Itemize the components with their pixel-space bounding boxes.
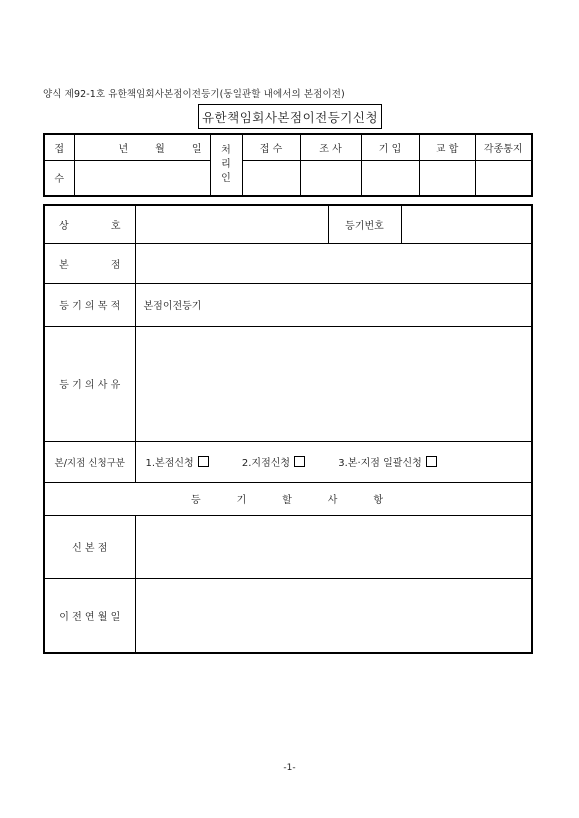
- option-head-office[interactable]: 1.본점신청: [146, 454, 209, 469]
- receipt-date-field[interactable]: [74, 160, 210, 196]
- new-head-office-field[interactable]: [135, 515, 532, 578]
- type-options: [135, 441, 532, 482]
- entry-label: 기 입: [361, 134, 419, 160]
- receipt-date-label: [74, 134, 210, 160]
- trade-name-field[interactable]: [135, 205, 328, 243]
- form-title: 유한책임회사본점이전등기신청: [198, 104, 382, 129]
- reg-number-label: 등기번호: [328, 205, 401, 243]
- option-branch[interactable]: 2.지점신청: [242, 454, 305, 469]
- notices-label: 각종통지: [475, 134, 532, 160]
- form-caption: 양식 제92-1호 유한책임회사본점이전등기(동일관할 내에서의 본점이전): [43, 89, 345, 100]
- trade-name-label: 상 호: [44, 205, 135, 243]
- year-label: 년: [118, 143, 129, 155]
- new-head-office-label: 신 본 점: [44, 515, 135, 578]
- month-label: 월: [155, 143, 165, 155]
- processor-label: 처 리 인: [210, 134, 242, 196]
- section-header: 등 기 할 사 항: [44, 482, 532, 515]
- head-office-label: 본 점: [44, 243, 135, 283]
- receipt-label: 접 수: [242, 134, 300, 160]
- entry-field[interactable]: [361, 160, 419, 196]
- reason-label: 등 기 의 사 유: [44, 326, 135, 441]
- verify-field[interactable]: [419, 160, 475, 196]
- move-date-label: 이 전 연 월 일: [44, 578, 135, 653]
- checkbox-head-office[interactable]: [198, 456, 209, 467]
- application-table: [43, 204, 533, 654]
- receipt-su-label: 수: [44, 160, 74, 196]
- type-label: 본/지점 신청구분: [44, 441, 135, 482]
- option-bulk[interactable]: 3.본·지점 일괄신청: [338, 454, 437, 469]
- head-office-field[interactable]: [135, 243, 532, 283]
- receipt-table: [43, 133, 533, 197]
- reg-number-field[interactable]: [401, 205, 532, 243]
- verify-label: 교 합: [419, 134, 475, 160]
- review-label: 조 사: [300, 134, 361, 160]
- reason-field[interactable]: [135, 326, 532, 441]
- day-label: 일: [191, 143, 202, 155]
- purpose-label: 등 기 의 목 적: [44, 283, 135, 326]
- checkbox-branch[interactable]: [294, 456, 305, 467]
- page-number: -1-: [283, 763, 296, 773]
- receipt-jeop-label: 접: [44, 134, 74, 160]
- move-date-field[interactable]: [135, 578, 532, 653]
- notices-field[interactable]: [475, 160, 532, 196]
- purpose-field[interactable]: 본점이전등기: [135, 283, 532, 326]
- receipt-field[interactable]: [242, 160, 300, 196]
- review-field[interactable]: [300, 160, 361, 196]
- checkbox-bulk[interactable]: [426, 456, 437, 467]
